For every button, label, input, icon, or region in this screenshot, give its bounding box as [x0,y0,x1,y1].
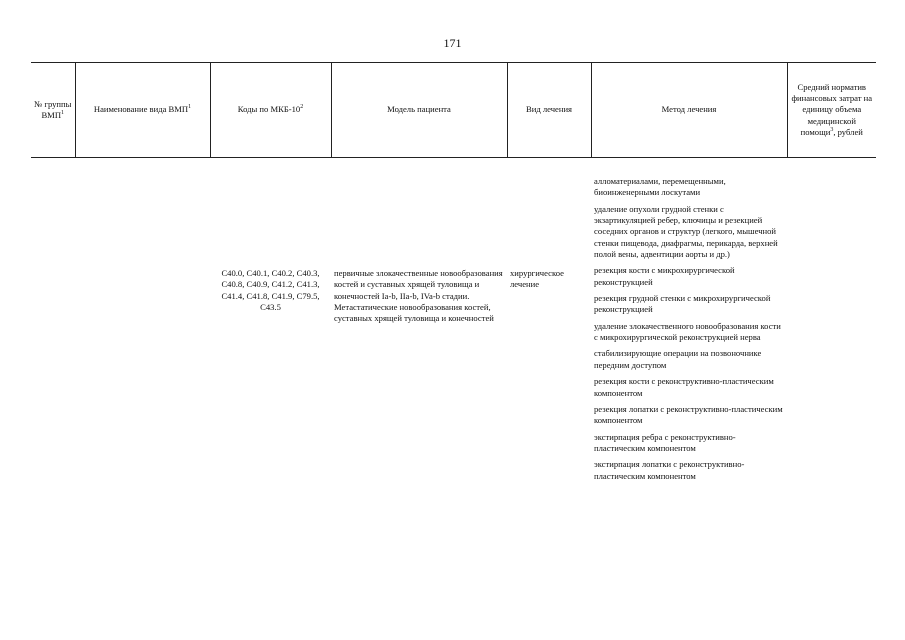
method-item: резекция кости с микрохирургической реконструкцией [594,265,735,287]
method-item: стабилизирующие операции на позвоночнике передним доступом [594,348,762,370]
method-item: резекция кости с реконструктивно-пластическим компонентом [594,376,774,398]
method-item: экстирпация лопатки с реконструктивно-пластическим компонентом [594,459,745,481]
header-patient-model: Модель пациента [331,63,507,158]
header-vmp-name: Наименование вида ВМП$^1$ [75,63,210,158]
vmp-table [31,62,876,487]
header-treatment-method: Метод лечения [591,63,787,158]
method-item: удаление злокачественного новообразования кости с микрохирургической реконструкцией нерва [594,320,781,343]
cell-vmp-name [75,158,210,487]
cell-patient-model: первичные злокачественные новообразования костей и суставных хрящей туловища и конечностей Ia-b, IIa-b, IVa-b стадии. Метастатические новообразования костей, суставных хрящей туловища и конечностей [334,268,503,324]
cell-average-cost [787,158,876,487]
method-item: удаление опухоли грудной стенки с экзартикуляцией ребер, ключицы и резекцией соседних органов и структур (легкого, мышечной стенки пищевода, диафрагмы, перикарда, верхней полой вены, адвентиции аорты и др.) [594,203,778,260]
table-row [31,158,876,487]
cell-treatment-type: хирургическое лечение [510,268,564,290]
header-group-number: № группы ВМП$^1$ [31,63,75,158]
cell-treatment-method [591,158,787,487]
method-item: экстирпация ребра с реконструктивно-пластическим компонентом [594,431,736,453]
method-item: алломатериалами, перемещенными, биоинженерными лоскутами [594,176,726,198]
cell-group-number [31,158,75,487]
header-icd-codes: Коды по МКБ-$10^2$ [210,63,331,158]
table-header-row [31,63,876,158]
header-average-cost: Средний норматив финансовых затрат на единицу объема медицинской помощи$^3$, рублей [787,63,876,158]
page-number: 171 [443,36,462,50]
method-item: резекция грудной стенки с микрохирургической реконструкцией [594,293,771,315]
header-treatment-type: Вид лечения [507,63,591,158]
method-item: резекция лопатки с реконструктивно-пластическим компонентом [594,403,783,426]
cell-icd-codes: С40.0, С40.1, С40.2, С40.3, С40.8, С40.9, С41.2, С41.3, С41.4, С41.8, С41.9, С79.5, С43.5 [221,268,320,313]
